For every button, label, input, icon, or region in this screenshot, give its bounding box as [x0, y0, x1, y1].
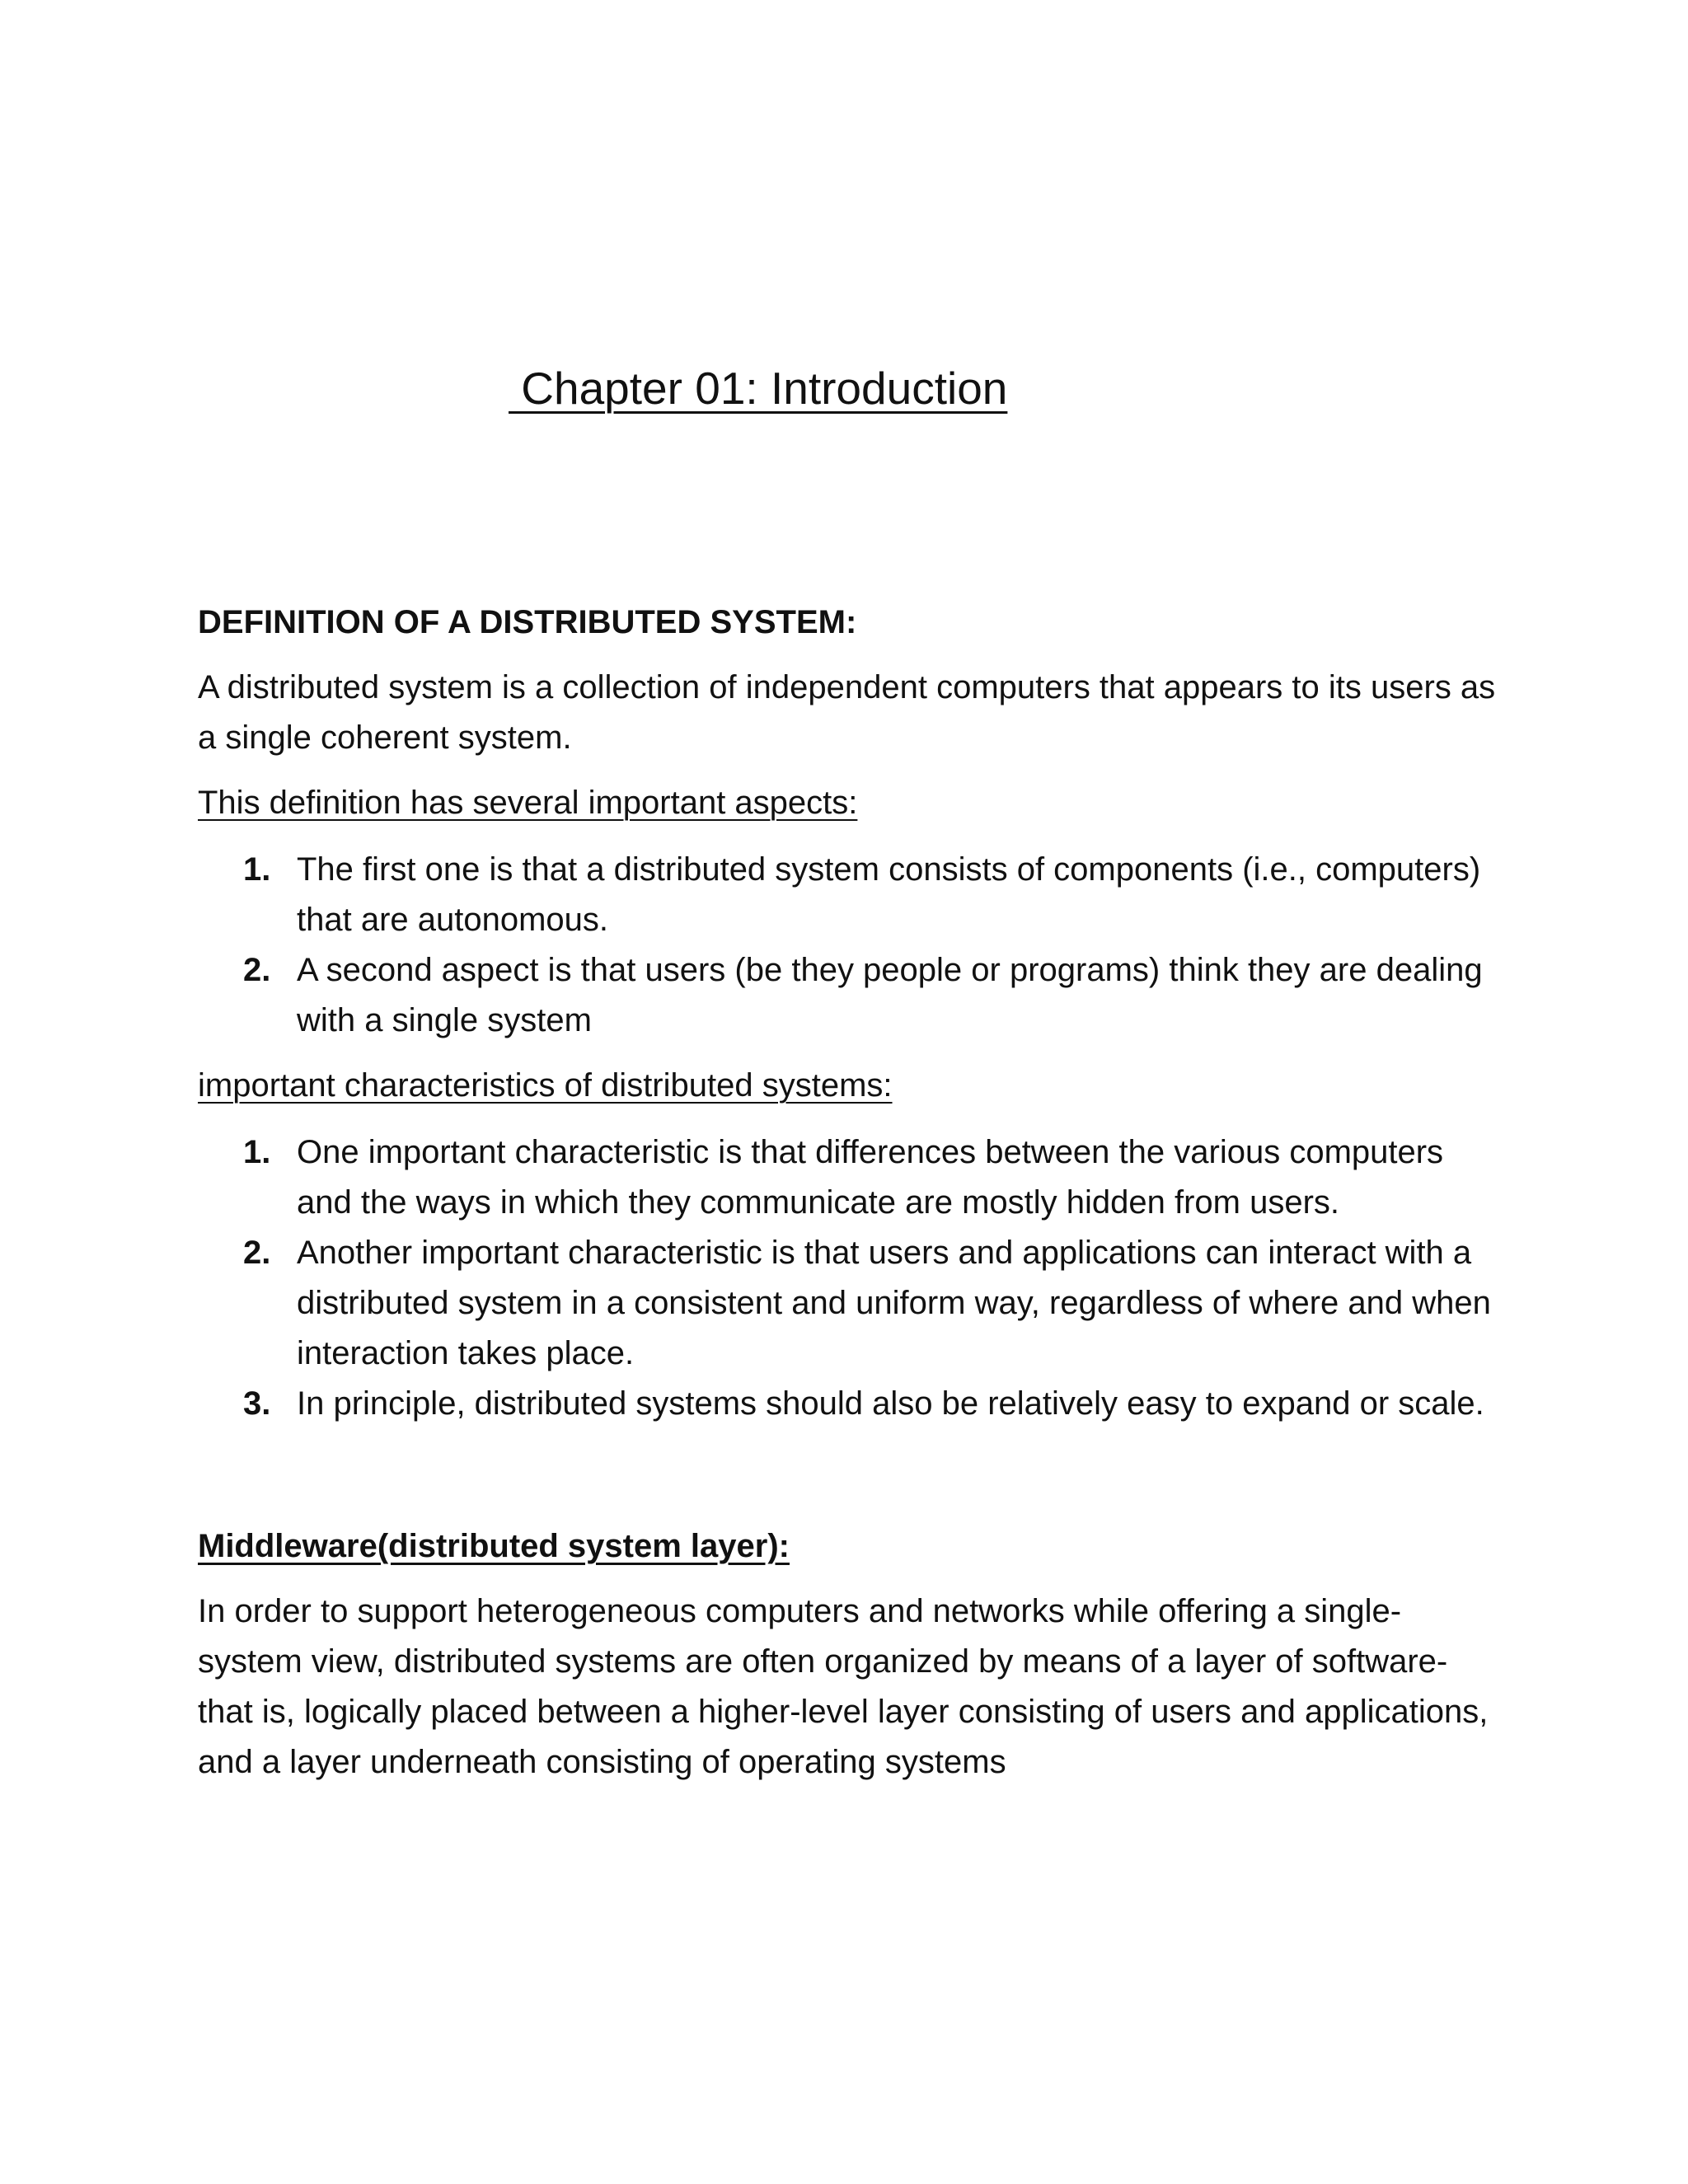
- list-item-number: 2.: [243, 1235, 271, 1271]
- list-item-number: 1.: [243, 1134, 271, 1170]
- section-spacer: [198, 1429, 1500, 1521]
- aspects-list: [198, 845, 1500, 1046]
- list-item: [198, 1127, 1500, 1228]
- characteristics-list: [198, 1127, 1500, 1429]
- chapter-title: Chapter 01: Introduction: [509, 363, 1008, 414]
- list-item-text: Another important characteristic is that users and applications can interact with a distributed system in a consistent and uniform way, regardless of where and when interaction takes place.: [297, 1235, 1491, 1371]
- list-item: [198, 1228, 1500, 1379]
- list-item-number: 3.: [243, 1385, 271, 1422]
- list-item: [198, 1379, 1500, 1429]
- definition-heading: DEFINITION OF A DISTRIBUTED SYSTEM:: [198, 604, 857, 640]
- list-item-text: A second aspect is that users (be they people or programs) think they are dealing with a single system: [297, 952, 1483, 1038]
- list-item-number: 1.: [243, 851, 271, 888]
- middleware-paragraph: In order to support heterogeneous computers and networks while offering a single-system view, distributed systems are often organized by means of a layer of software-that is, logically placed between a higher-level layer consisting of users and applications, and a layer underneath consisting of operating systems: [198, 1593, 1489, 1780]
- document-content: [198, 598, 1500, 1788]
- list-item-number: 2.: [243, 952, 271, 988]
- list-item-text: In principle, distributed systems should also be relatively easy to expand or scale.: [297, 1385, 1484, 1422]
- list-item: [198, 945, 1500, 1046]
- list-item-text: One important characteristic is that differences between the various computers and the ways in which they communicate are mostly hidden from users.: [297, 1134, 1444, 1221]
- characteristics-heading: important characteristics of distributed systems:: [198, 1067, 893, 1104]
- list-item-text: The first one is that a distributed system consists of components (i.e., computers) that are autonomous.: [297, 851, 1481, 938]
- middleware-heading: Middleware(distributed system layer):: [198, 1528, 790, 1564]
- definition-paragraph: A distributed system is a collection of independent computers that appears to its users as a single coherent system.: [198, 669, 1496, 756]
- aspects-heading: This definition has several important aspects:: [198, 785, 858, 821]
- list-item: [198, 845, 1500, 945]
